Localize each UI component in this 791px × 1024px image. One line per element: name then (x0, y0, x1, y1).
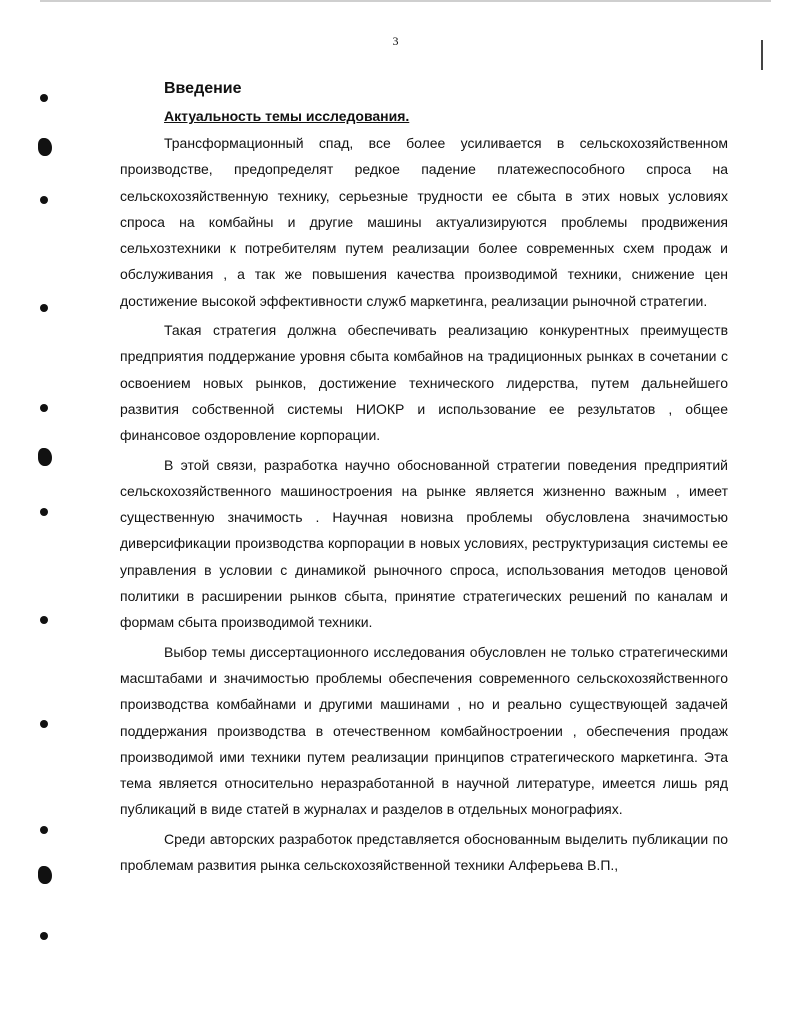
paragraph: Трансформационный спад, все более усиливается в сельскохозяйственном производстве, предопределят редкое падение платежеспособного спроса на сельскохозяйственную технику, серьезные трудности ее сбыта в этих новых условиях спроса на комбайны и другие машины актуализируются проблемы продвижения сельхозтехники к потребителям путем реализации более современных схем продаж и обслуживания , а так же повышения качества производимой техники, снижение цен достижение высокой эффективности служб маркетинга, реализации рыночной стратегии. (120, 135, 728, 309)
paragraph: Среди авторских разработок представляется обоснованным выделить публикации по проблемам развития рынка сельскохозяйственной техники Алферьева В.П., (120, 830, 728, 874)
binder-hole-mark (40, 196, 48, 204)
document-body (120, 76, 728, 881)
scan-top-edge (40, 0, 771, 2)
page-number: 3 (392, 34, 399, 48)
binder-hole-mark (40, 932, 48, 940)
binder-hole-mark (40, 508, 48, 516)
binder-hole-mark (40, 304, 48, 312)
paragraph: Такая стратегия должна обеспечивать реализацию конкурентных преимуществ предприятия поддержание уровня сбыта комбайнов на традиционных рынках в сочетании с освоением новых рынков, достижение технического лидерства, путем дальнейшего развития собственной системы НИОКР и использование ее результатов , общее финансовое оздоровление корпорации. (120, 322, 728, 444)
subsection-heading: Актуальность темы исследования. (164, 108, 410, 124)
paragraph: В этой связи, разработка научно обоснованной стратегии поведения предприятий сельскохозяйственного машиностроения на рынке является жизненно важным , имеет существенную значимость . Научная новизна проблемы обусловлена значимостью диверсификации производства корпорации в новых условиях, реструктуризация системы ее управления в условии с динамикой рыночного спроса, использования методов ценовой политики в расширении рынков сбыта, принятие стратегических решений по каналам и формам сбыта производимой техники. (120, 456, 728, 631)
binder-hole-mark (40, 94, 48, 102)
binder-hole-mark (38, 448, 52, 466)
binder-hole-mark (38, 138, 52, 156)
binder-hole-mark (40, 404, 48, 412)
binder-hole-mark (38, 866, 52, 884)
binder-hole-mark (40, 826, 48, 834)
paragraph: Выбор темы диссертационного исследования обусловлен не только стратегическими масштабами и значимостью проблемы обеспечения современного сельскохозяйственного производства комбайнами и другими машинами , но и реально существующей задачей поддержания производства в отечественном комбайностроении , обеспечения продаж производимой ими техники путем реализации принципов стратегического маркетинга. Эта тема является относительно неразработанной в научной литературе, имеется лишь ряд публикаций в виде статей в журналах и разделов в отдельных монографиях. (120, 643, 728, 818)
binder-hole-mark (40, 616, 48, 624)
section-heading: Введение (164, 80, 242, 97)
binder-hole-mark (40, 720, 48, 728)
